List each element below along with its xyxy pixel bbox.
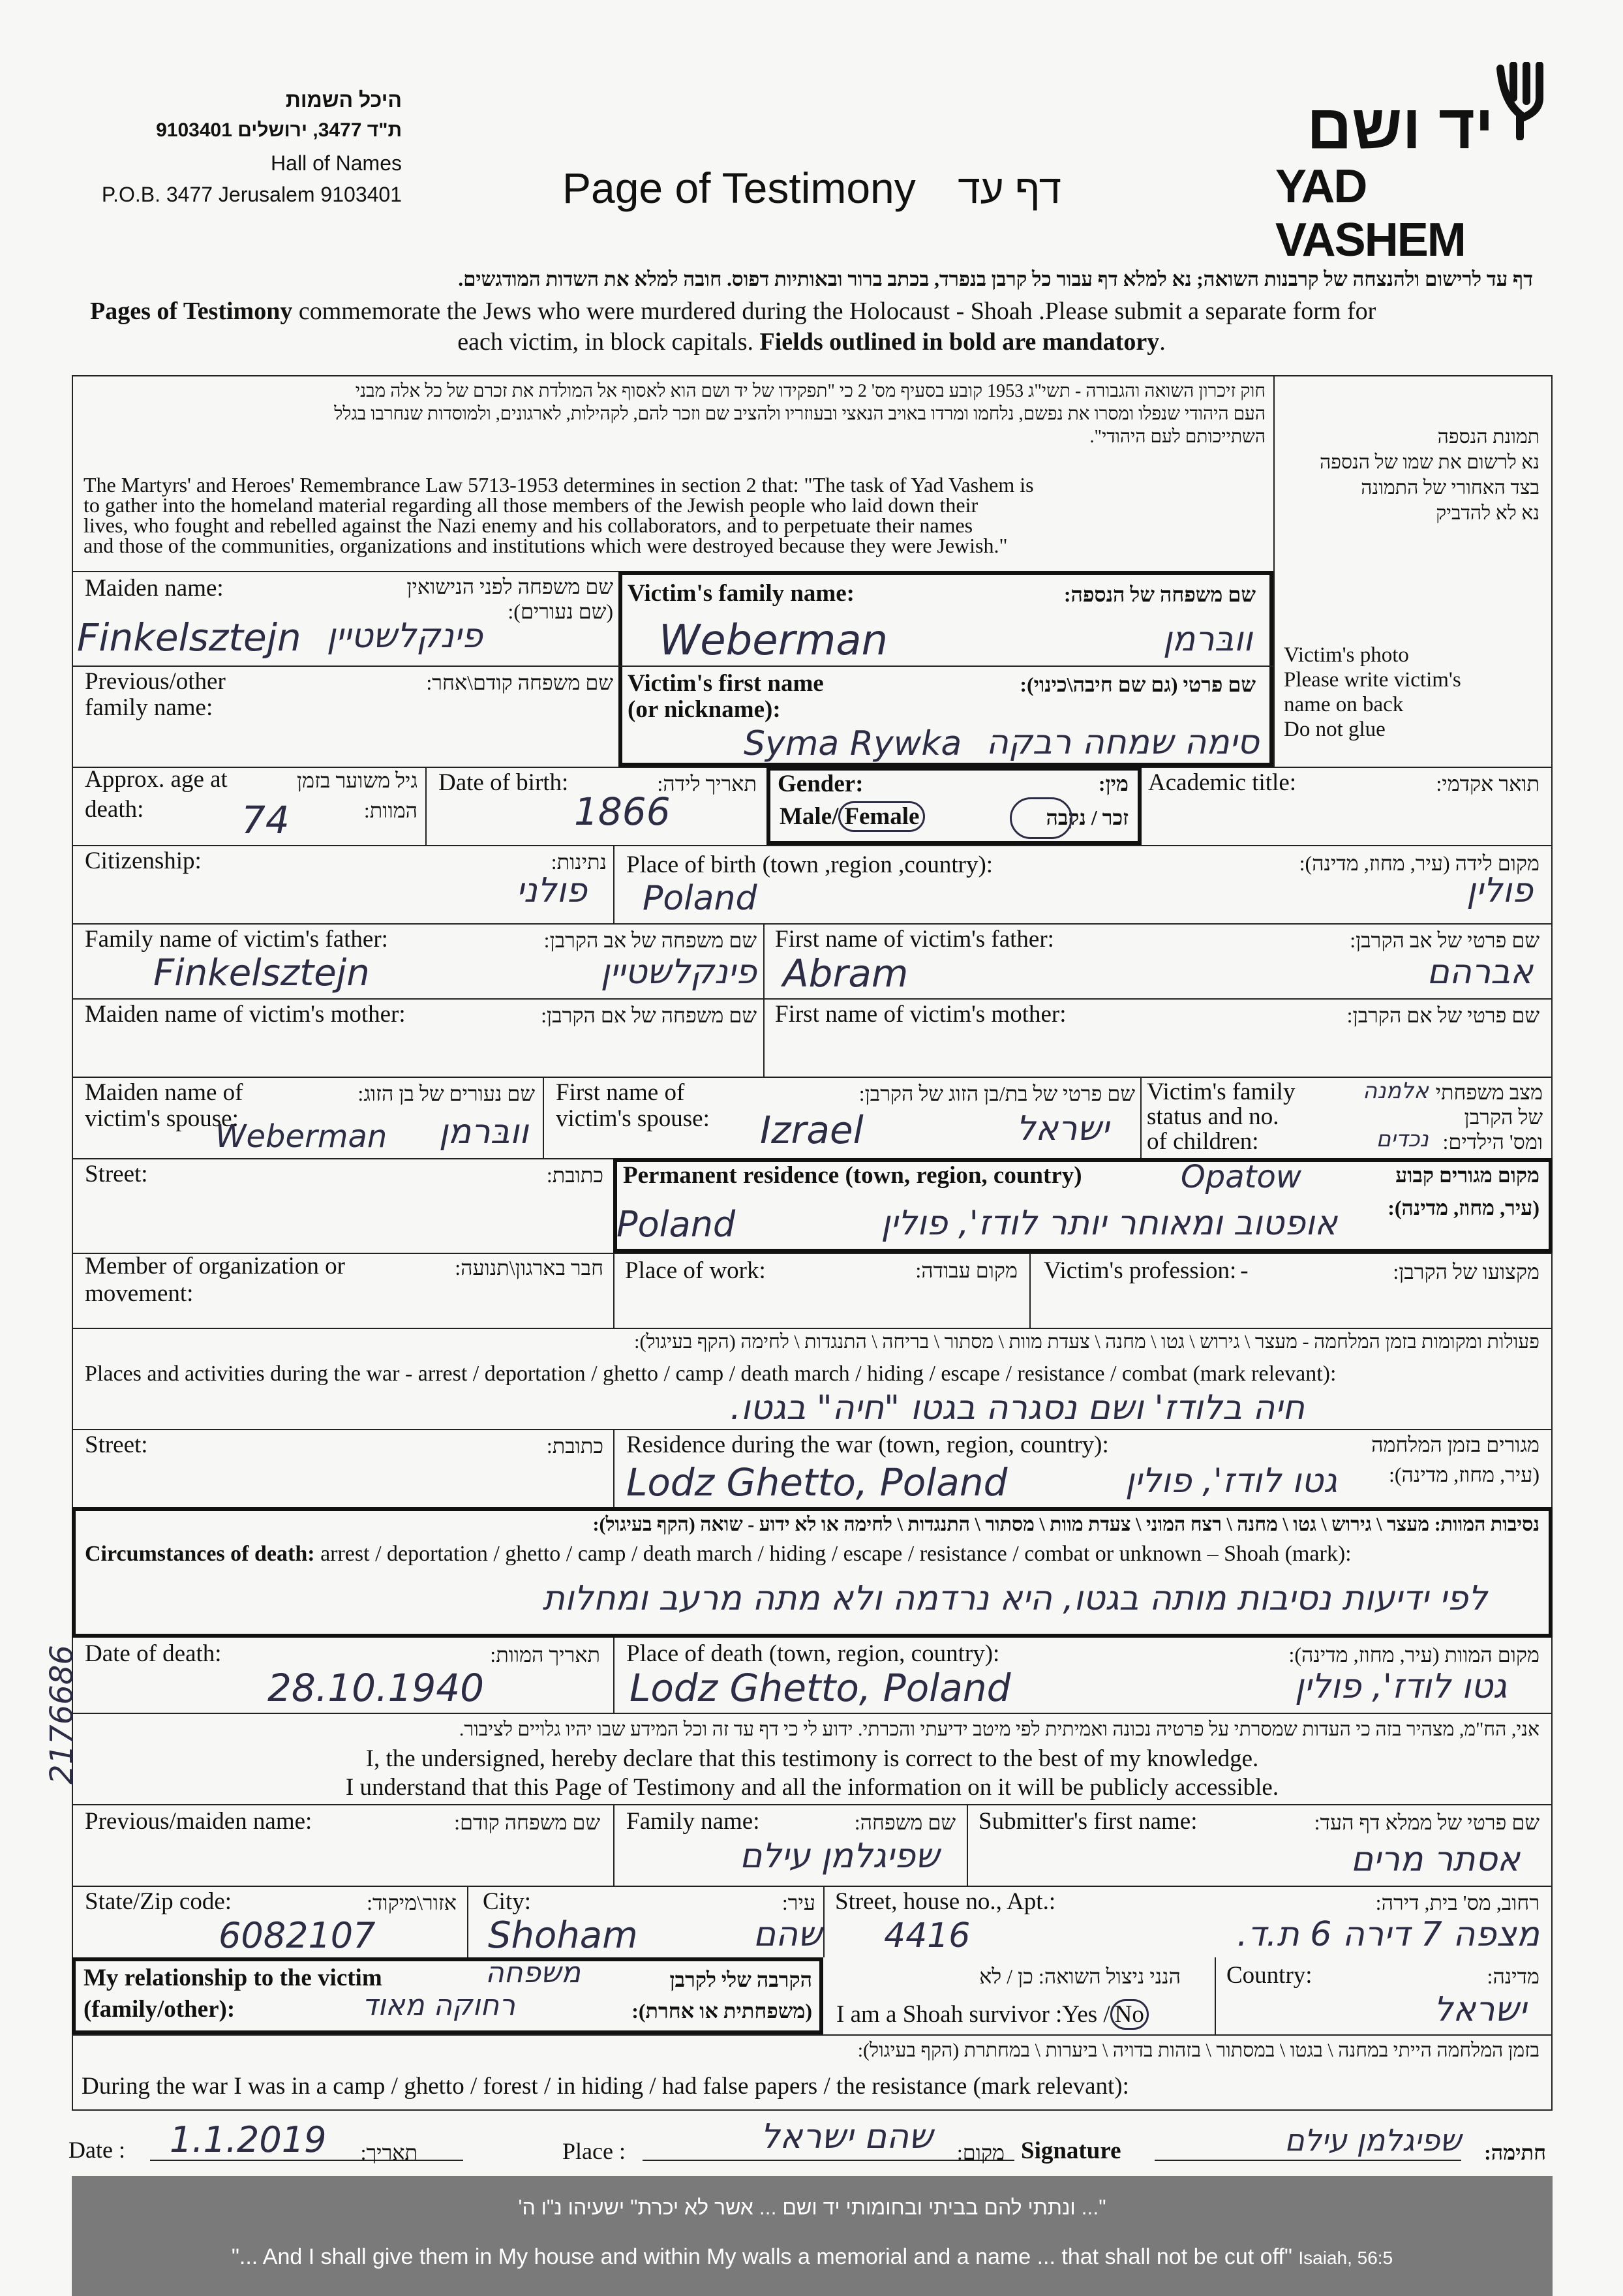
war-street-heb: כתובת: xyxy=(546,1434,603,1458)
menorah-hand-icon xyxy=(1494,62,1553,140)
country-value-heb[interactable]: ישראל xyxy=(1433,1990,1526,2029)
death-date-label: Date of death: xyxy=(85,1640,222,1667)
sub-street-heb: רחוב, מס' בית, דירה: xyxy=(1375,1891,1540,1914)
sub-family-heb: שם משפחה: xyxy=(854,1811,956,1834)
organization-heb: חבר בארגון\תנועה: xyxy=(455,1256,603,1279)
gender-heb-options[interactable]: זכר / נקבה xyxy=(1046,806,1129,829)
camp-heb: בזמן המלחמה הייתי במחנה \ בגטו \ במסתור \ בזהות בדויה \ ביערות \ במחתרת (הקף בעיגול): xyxy=(857,2040,1540,2061)
citizenship-label: Citizenship: xyxy=(85,848,202,874)
margin-note: 2176686 xyxy=(44,1645,80,1784)
death-place-heb: מקום המוות (עיר, מחוז, מדינה): xyxy=(1288,1643,1540,1666)
residence-value-2[interactable]: Opatow xyxy=(1181,1159,1302,1195)
father-family-label: Family name of victim's father: xyxy=(85,926,388,953)
residence-heb: מקום מגורים קבוע (עיר, מחוז, מדינה): xyxy=(1388,1163,1540,1219)
sub-city-value-heb[interactable]: שהם xyxy=(753,1915,822,1954)
mother-first-label: First name of victim's mother: xyxy=(775,1001,1067,1028)
spouse-maiden-heb: שם נעורים של בן הזוג: xyxy=(357,1082,535,1105)
maiden-name-value[interactable]: Finkelsztejn xyxy=(77,615,301,660)
family-status-heb: מצב משפחתי של הקרבן ומס' הילדים: xyxy=(1435,1080,1543,1154)
mother-first-heb: שם פרטי של אם הקרבן: xyxy=(1346,1003,1540,1027)
gender-label: Gender: xyxy=(778,771,864,797)
spouse-first-value-heb[interactable]: ישראל xyxy=(1016,1109,1109,1148)
banner-heb: "... ונתתי להם בביתי ובחומותי יד ושם ... אשר לא יכרת" ישעיהו נ"ו ה' xyxy=(518,2196,1106,2219)
citizenship-value-heb[interactable]: פולני xyxy=(516,871,587,910)
date-label: Date : xyxy=(68,2137,125,2163)
sub-city-heb: עיר: xyxy=(781,1891,815,1914)
dob-heb: תאריך לידה: xyxy=(657,772,757,795)
spouse-maiden-value-heb[interactable]: וובּרמן xyxy=(438,1112,528,1152)
previous-name-heb: שם משפחה קודם\אחר: xyxy=(426,671,613,694)
death-date-heb: תאריך המוות: xyxy=(490,1643,600,1666)
war-activities-label: Places and activities during the war - arrest / deportation / ghetto / camp / death march / hiding / escape / resistance / combat (mark relevant): xyxy=(85,1362,1337,1386)
first-name-heb: שם פרטי (גם שם חיבה\כינוי): xyxy=(1020,673,1256,696)
sub-first-value-heb[interactable]: אסתר מרים xyxy=(1350,1840,1520,1879)
maiden-name-label: Maiden name: xyxy=(85,575,224,602)
spouse-first-heb: שם פרטי של בת/בן הזוג של הקרבן: xyxy=(858,1082,1135,1105)
father-family-value-heb[interactable]: פינקלשטיין xyxy=(600,953,757,992)
spouse-first-label: First name of victim's spouse: xyxy=(556,1079,710,1132)
relationship-label: My relationship to the victim (family/other): xyxy=(83,1965,382,2023)
age-label: Approx. age at death: xyxy=(85,766,228,823)
page-title: Page of Testimony דף עד xyxy=(562,164,1062,212)
sub-zip-value[interactable]: 6082107 xyxy=(219,1915,376,1956)
country-heb: מדינה: xyxy=(1487,1965,1540,1988)
age-heb: גיל משוער בזמן המוות: xyxy=(296,769,417,822)
date-value[interactable]: 1.1.2019 xyxy=(170,2119,327,2160)
sub-city-label: City: xyxy=(483,1888,532,1915)
sub-street-label: Street, house no., Apt.: xyxy=(835,1888,1056,1915)
war-street-label: Street: xyxy=(85,1431,148,1458)
profession-heb: מקצועו של הקרבן: xyxy=(1393,1260,1540,1283)
spouse-first-value[interactable]: Izrael xyxy=(760,1108,864,1152)
country-label: Country: xyxy=(1226,1962,1312,1989)
gender-heb: מין: xyxy=(1098,772,1129,795)
first-name-value[interactable]: Syma Rywka xyxy=(744,724,962,763)
father-first-value[interactable]: Abram xyxy=(783,951,909,996)
residence-value[interactable]: Poland xyxy=(616,1204,736,1245)
org-heb-1: היכל השמות xyxy=(285,88,402,112)
dob-value[interactable]: 1866 xyxy=(574,789,671,834)
residence-label: Permanent residence (town, region, country) xyxy=(623,1162,1082,1189)
first-name-value-heb[interactable]: סימה שמחה רבקה xyxy=(986,723,1259,762)
date-heb: תאריך: xyxy=(360,2141,417,2164)
survivor-heb: הנני ניצול השואה: כן / לא xyxy=(979,1965,1181,1988)
yad-vashem-logo xyxy=(1272,62,1559,266)
birthplace-value[interactable]: Poland xyxy=(643,879,757,918)
sub-zip-label: State/Zip code: xyxy=(85,1888,232,1915)
maiden-name-heb: שם משפחה לפני הנישואין (שם נעורים): xyxy=(406,575,613,623)
sub-family-label: Family name: xyxy=(626,1808,760,1835)
place-heb: מקום: xyxy=(956,2141,1005,2164)
work-heb: מקום עבודה: xyxy=(915,1259,1018,1282)
sub-prev-label: Previous/maiden name: xyxy=(85,1808,312,1835)
signature-underline xyxy=(1155,2160,1461,2161)
first-name-label: Victim's first name (or nickname): xyxy=(628,670,824,723)
family-status-label: Victim's family status and no. of children: xyxy=(1147,1079,1296,1155)
law-en: The Martyrs' and Heroes' Remembrance Law 5713-1953 determines in section 2 that: "The task of Yad Vashem is to gather into the homeland material regarding all those members of the Jewish people who laid down their lives, who fought and rebelled against the Nazi enemy and his collaborators, and to perpetuate their names and those of the communities, organizations and institutions which were destroyed because they were Jewish." xyxy=(83,473,1034,557)
death-place-value-heb[interactable]: גטו לודז', פולין xyxy=(1294,1667,1507,1706)
org-en-2: P.O.B. 3477 Jerusalem 9103401 xyxy=(101,183,402,206)
place-value-heb[interactable]: שהם ישראל xyxy=(761,2117,933,2156)
photo-en: Victim's photo Please write victim's name on back Do not glue xyxy=(1284,643,1461,741)
signature-heb: חתימה: xyxy=(1484,2141,1546,2164)
maiden-name-value-heb[interactable]: פינקלשטיין xyxy=(326,617,483,656)
academic-heb: תואר אקדמי: xyxy=(1436,772,1540,795)
war-residence-heb: מגורים בזמן המלחמה (עיר, מחוז, מדינה): xyxy=(1371,1433,1540,1486)
father-family-value[interactable]: Finkelsztejn xyxy=(153,952,370,994)
father-first-heb: שם פרטי של אב הקרבן: xyxy=(1350,928,1540,952)
family-status-value-heb[interactable]: אלמנה xyxy=(1363,1078,1429,1104)
signature-label: Signature xyxy=(1021,2137,1121,2164)
survivor-label[interactable]: I am a Shoah survivor :Yes / No xyxy=(836,2002,1149,2028)
gender-options[interactable]: Male/ Female xyxy=(780,804,925,830)
family-name-label: Victim's family name: xyxy=(628,580,855,607)
logo-en: YAD VASHEM xyxy=(1275,161,1465,266)
photo-heb: תמונת הנספה נא לרשום את שמו של הנספה בצד האחורי של התמונה נא לא להדביק xyxy=(1320,426,1540,524)
camp-label: During the war I was in a camp / ghetto / forest / in hiding / had false papers / the resistance (mark relevant): xyxy=(82,2073,1129,2100)
relationship-value-heb[interactable]: משפחה xyxy=(485,1956,581,1989)
law-heb: חוק זיכרון השואה והגבורה - תשי"ג 1953 קובע בסעיף מס' 2 כי "תפקידו של יד ושם הוא לאסוף אל המולדת את זכרם של כל אלה מבני העם היהודי שנפלו ומסרו את נפשם, נלחמו ומרדו באויב הנאצי ובעוזריו ולהציב שם וזכר להם, לקהילות, לארגונים, ולמוסדות שנחרבו בגלל השתייכותם לעם היהודי". xyxy=(334,381,1266,447)
birthplace-heb: מקום לידה (עיר, מחוז, מדינה): xyxy=(1299,851,1540,875)
father-first-label: First name of victim's father: xyxy=(775,926,1054,953)
father-family-heb: שם משפחה של אב הקרבן: xyxy=(543,928,757,952)
organization-label: Member of organization or movement: xyxy=(85,1253,345,1307)
declaration-heb: אני, הח"מ, מצהיר בזה כי העדות שמסרתי על פרטיה נכונה ואמיתית לפי מיטב ידיעתי והכרתי. ידוע לי כי דף עד זה וכל המידע שבו יהיו גלויים לציבור. xyxy=(459,1719,1540,1740)
academic-label: Academic title: xyxy=(1148,769,1297,796)
banner-en: "... And I shall give them in My house and within My walls a memorial and a name ... that shall not be cut off" Isaiah, 56:5 xyxy=(231,2244,1393,2269)
street-label: Street: xyxy=(85,1161,148,1187)
family-name-value[interactable]: Weberman xyxy=(659,617,888,665)
age-value[interactable]: 74 xyxy=(241,798,290,842)
sub-first-heb: שם פרטי של ממלא דף העד: xyxy=(1314,1811,1540,1834)
sub-family-value-heb[interactable]: שפיגלמן עילם xyxy=(739,1837,939,1876)
family-status-value-heb2[interactable]: נכדים xyxy=(1376,1126,1429,1152)
intro-heb: דף עד לרישום ולהנצחה של קרבנות השואה; נא למלא דף עבור כל קרבן בנפרד, בכתב ברור ובאותיות דפוס. חובה למלא את השדות המודגשים. xyxy=(458,268,1533,290)
residence-value-heb[interactable]: אופטוב ומאוחר יותר לודז', פולין xyxy=(881,1204,1337,1243)
death-circ-value-heb[interactable]: לפי ידיעות נסיבות מותה בגטו, היא נרדמה ולא מתה מרעב ומחלות xyxy=(542,1579,1487,1618)
birthplace-label: Place of birth (town ,region ,country): xyxy=(626,851,994,878)
mother-maiden-label: Maiden name of victim's mother: xyxy=(85,1001,406,1028)
citizenship-heb: נתינות: xyxy=(551,850,607,874)
sub-city-value[interactable]: Shoham xyxy=(488,1914,638,1957)
war-activities-heb: פעולות ומקומות בזמן המלחמה - מעצר \ גירוש \ גטו \ מחנה \ צעדת מוות \ מסתור \ בריחה \ התנגדות \ לחימה (הקף בעיגול): xyxy=(634,1331,1540,1353)
sub-street-value[interactable]: 4416 xyxy=(884,1916,971,1955)
street-heb: כתובת: xyxy=(546,1163,603,1187)
spouse-maiden-label: Maiden name of victim's spouse: xyxy=(85,1079,243,1132)
death-date-value[interactable]: 28.10.1940 xyxy=(267,1666,485,1710)
family-name-value-heb[interactable]: וובּרמן xyxy=(1162,620,1252,659)
war-residence-value-heb[interactable]: גטו לודז', פולין xyxy=(1125,1462,1337,1501)
sub-zip-heb: אזור\מיקוד: xyxy=(367,1891,457,1914)
relationship-heb: הקרבה שלי לקרבן (משפחתית או אחרת): xyxy=(631,1968,812,2023)
gender-circle-mark xyxy=(1010,797,1072,839)
death-circ-heb: נסיבות המוות: מעצר \ גירוש \ גטו \ מחנה \ רצח המוני \ צעדת מוות \ מסתור \ התנגדות \ לחימה או לא ידוע - שואה (הקף בעיגול): xyxy=(592,1514,1540,1535)
previous-name-label: Previous/other family name: xyxy=(85,668,226,721)
sub-first-label: Submitter's first name: xyxy=(978,1808,1198,1835)
logo-heb: יד ושם xyxy=(1307,92,1494,162)
org-en-1: Hall of Names xyxy=(271,151,402,175)
dob-label: Date of birth: xyxy=(438,769,569,796)
father-first-value-heb[interactable]: אברהם xyxy=(1427,953,1533,992)
war-activities-value-heb[interactable]: חיה בלודז' ושם נסגרה בגטו "חיה" בגטו. xyxy=(730,1388,1305,1428)
relationship-value-heb-2[interactable]: רחוקה מאוד xyxy=(362,1989,515,2022)
sub-street-value-heb[interactable]: מצפה 7 דירה 6 ת.ד. xyxy=(1237,1915,1540,1954)
org-heb-2: ת"ד 3477, ירושלים 9103401 xyxy=(156,119,402,141)
profession-label: Victim's profession: - xyxy=(1044,1257,1249,1284)
declaration-en: I, the undersigned, hereby declare that this testimony is correct to the best of my knowledge. I understand that this Page of Testimony and all the information on it will be publicly accessible. xyxy=(345,1745,1279,1801)
quote-banner xyxy=(72,2176,1553,2296)
work-label: Place of work: xyxy=(625,1257,766,1284)
war-residence-value[interactable]: Lodz Ghetto, Poland xyxy=(626,1460,1008,1505)
family-name-heb: שם משפחה של הנספה: xyxy=(1063,583,1256,606)
death-circ-label: Circumstances of death: arrest / deportation / ghetto / camp / death march / hiding / escape / resistance / combat or unknown – Shoah (mark): xyxy=(85,1542,1352,1566)
signature-value-heb[interactable]: שפיגלמן עילם xyxy=(1284,2122,1461,2158)
sub-prev-heb: שם משפחה קודם: xyxy=(454,1811,600,1834)
spouse-maiden-value[interactable]: Weberman xyxy=(215,1118,387,1155)
intro-en-2: each victim, in block capitals. Fields outlined in bold are mandatory. xyxy=(457,328,1166,356)
death-place-label: Place of death (town, region, country): xyxy=(626,1640,1000,1667)
war-residence-label: Residence during the war (town, region, country): xyxy=(626,1431,1109,1458)
mother-maiden-heb: שם משפחה של אם הקרבן: xyxy=(541,1003,757,1027)
death-place-value[interactable]: Lodz Ghetto, Poland xyxy=(629,1666,1011,1710)
place-label: Place : xyxy=(562,2138,626,2164)
birthplace-value-heb[interactable]: פולין xyxy=(1466,871,1533,910)
intro-en-1: Pages of Testimony commemorate the Jews who were murdered during the Holocaust - Shoah .Please submit a separate form for xyxy=(90,298,1376,325)
